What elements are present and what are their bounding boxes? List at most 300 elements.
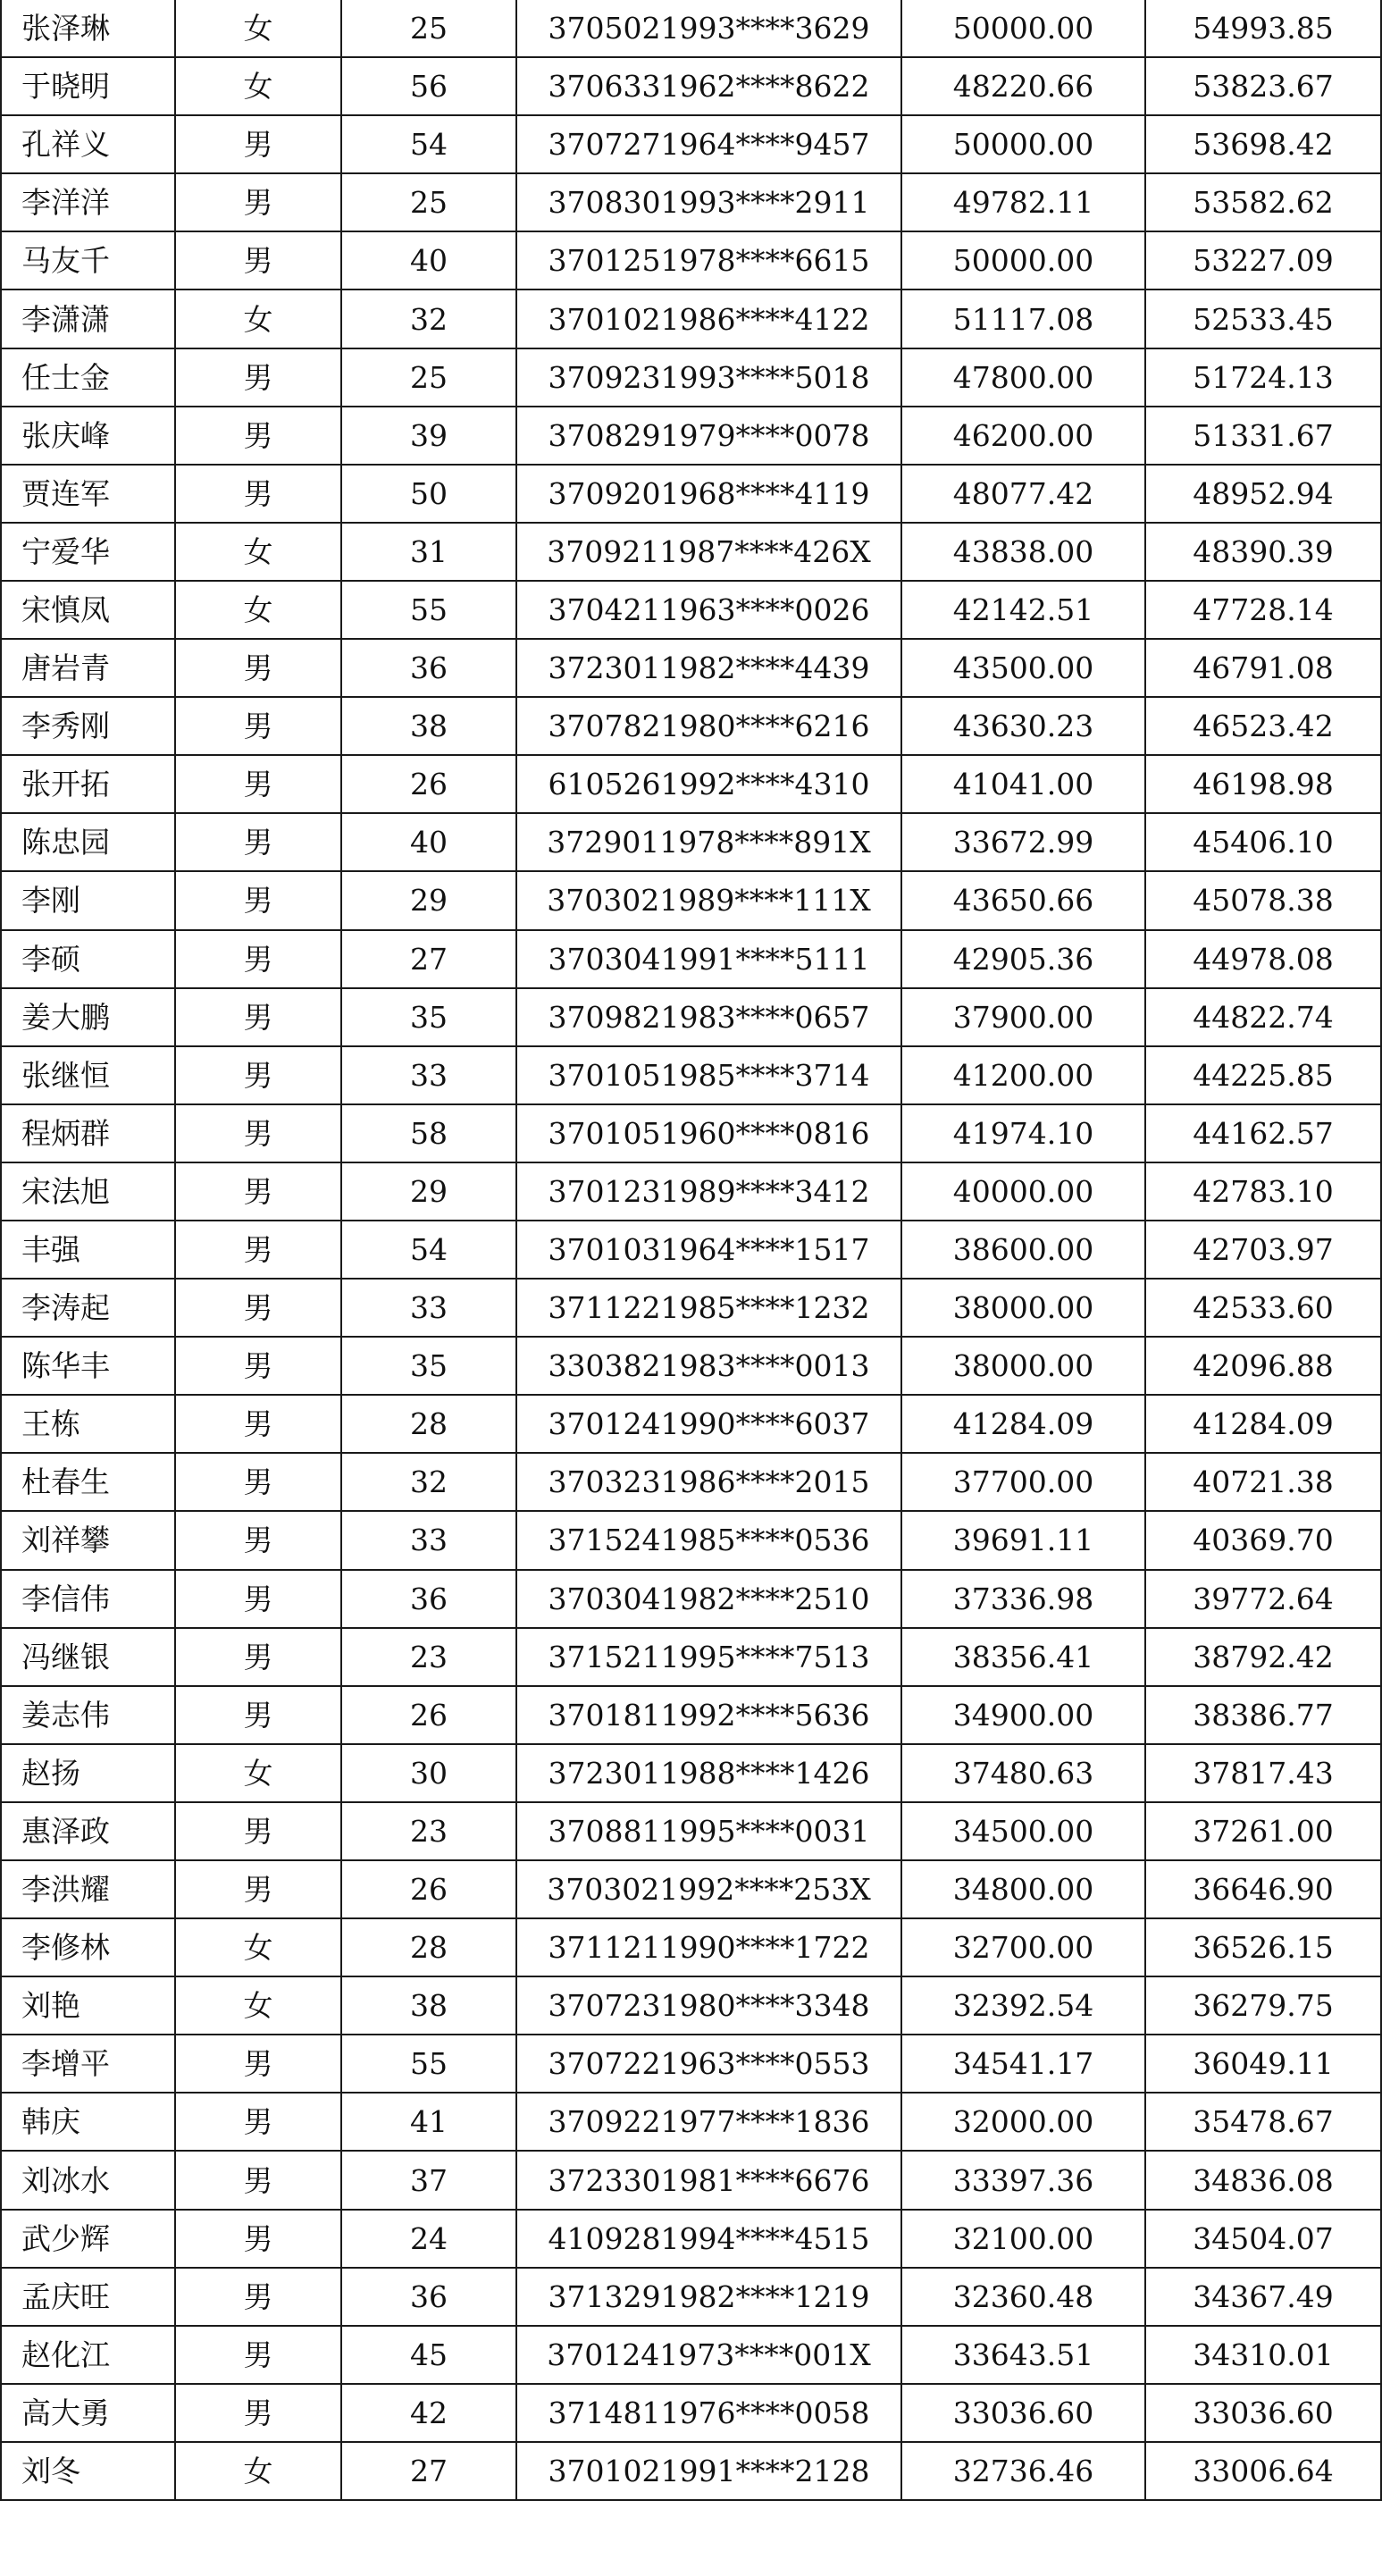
gender-cell: 男 [175, 813, 341, 871]
id-number-cell: 3709201968****4119 [516, 465, 901, 523]
amount-cell: 32700.00 [901, 1918, 1145, 1976]
amount-cell: 37900.00 [901, 988, 1145, 1046]
table-row [1, 871, 1381, 929]
name-cell: 唐岩青 [1, 639, 175, 697]
gender-cell: 女 [175, 1744, 341, 1802]
id-number-cell: 3701251978****6615 [516, 231, 901, 289]
gender-cell: 男 [175, 1860, 341, 1918]
gender-cell: 男 [175, 115, 341, 173]
name-cell: 姜志伟 [1, 1686, 175, 1744]
name-cell: 李刚 [1, 871, 175, 929]
id-number-cell: 3707231980****3348 [516, 1976, 901, 2035]
age-cell: 31 [341, 523, 516, 581]
amount-cell: 50000.00 [901, 231, 1145, 289]
gender-cell: 女 [175, 2442, 341, 2500]
total-cell: 51331.67 [1145, 407, 1381, 465]
id-number-cell: 3709221977****1836 [516, 2093, 901, 2151]
amount-cell: 38356.41 [901, 1628, 1145, 1686]
table-row [1, 2210, 1381, 2268]
age-cell: 26 [341, 755, 516, 813]
amount-cell: 40000.00 [901, 1162, 1145, 1221]
id-number-cell: 3708811995****0031 [516, 1802, 901, 1860]
name-cell: 宁爱华 [1, 523, 175, 581]
total-cell: 44822.74 [1145, 988, 1381, 1046]
total-cell: 46198.98 [1145, 755, 1381, 813]
id-number-cell: 3703041982****2510 [516, 1570, 901, 1628]
amount-cell: 38000.00 [901, 1279, 1145, 1337]
table-row [1, 0, 1381, 57]
table-row [1, 231, 1381, 289]
name-cell: 张泽琳 [1, 0, 175, 57]
age-cell: 33 [341, 1279, 516, 1337]
id-number-cell: 3711211990****1722 [516, 1918, 901, 1976]
amount-cell: 37336.98 [901, 1570, 1145, 1628]
table-body [1, 0, 1381, 2500]
gender-cell: 男 [175, 2035, 341, 2093]
age-cell: 38 [341, 1976, 516, 2035]
amount-cell: 43838.00 [901, 523, 1145, 581]
age-cell: 54 [341, 1221, 516, 1279]
gender-cell: 男 [175, 1453, 341, 1511]
amount-cell: 34500.00 [901, 1802, 1145, 1860]
id-number-cell: 3707821980****6216 [516, 697, 901, 755]
age-cell: 56 [341, 57, 516, 115]
gender-cell: 男 [175, 2326, 341, 2384]
gender-cell: 女 [175, 1918, 341, 1976]
total-cell: 52533.45 [1145, 289, 1381, 348]
gender-cell: 男 [175, 639, 341, 697]
table-row [1, 1802, 1381, 1860]
total-cell: 47728.14 [1145, 581, 1381, 639]
table-row [1, 115, 1381, 173]
age-cell: 55 [341, 2035, 516, 2093]
age-cell: 36 [341, 639, 516, 697]
name-cell: 姜大鹏 [1, 988, 175, 1046]
id-number-cell: 3701051985****3714 [516, 1046, 901, 1104]
gender-cell: 男 [175, 1570, 341, 1628]
name-cell: 韩庆 [1, 2093, 175, 2151]
name-cell: 李洋洋 [1, 173, 175, 231]
amount-cell: 46200.00 [901, 407, 1145, 465]
total-cell: 54993.85 [1145, 0, 1381, 57]
total-cell: 42703.97 [1145, 1221, 1381, 1279]
name-cell: 李增平 [1, 2035, 175, 2093]
age-cell: 35 [341, 988, 516, 1046]
amount-cell: 38000.00 [901, 1337, 1145, 1395]
total-cell: 33006.64 [1145, 2442, 1381, 2500]
amount-cell: 38600.00 [901, 1221, 1145, 1279]
age-cell: 24 [341, 2210, 516, 2268]
id-number-cell: 3714811976****0058 [516, 2384, 901, 2442]
name-cell: 李硕 [1, 930, 175, 988]
id-number-cell: 3706331962****8622 [516, 57, 901, 115]
table-row [1, 1162, 1381, 1221]
age-cell: 36 [341, 1570, 516, 1628]
gender-cell: 男 [175, 2210, 341, 2268]
id-number-cell: 3715241985****0536 [516, 1511, 901, 1569]
table-row [1, 407, 1381, 465]
total-cell: 36646.90 [1145, 1860, 1381, 1918]
amount-cell: 34900.00 [901, 1686, 1145, 1744]
amount-cell: 48077.42 [901, 465, 1145, 523]
id-number-cell: 3709211987****426X [516, 523, 901, 581]
id-number-cell: 3729011978****891X [516, 813, 901, 871]
total-cell: 46791.08 [1145, 639, 1381, 697]
amount-cell: 39691.11 [901, 1511, 1145, 1569]
id-number-cell: 3715211995****7513 [516, 1628, 901, 1686]
gender-cell: 男 [175, 697, 341, 755]
amount-cell: 34800.00 [901, 1860, 1145, 1918]
total-cell: 35478.67 [1145, 2093, 1381, 2151]
amount-cell: 41284.09 [901, 1395, 1145, 1453]
total-cell: 34310.01 [1145, 2326, 1381, 2384]
total-cell: 36279.75 [1145, 1976, 1381, 2035]
amount-cell: 50000.00 [901, 0, 1145, 57]
age-cell: 42 [341, 2384, 516, 2442]
table-row [1, 2035, 1381, 2093]
table-row [1, 1511, 1381, 1569]
name-cell: 刘冰水 [1, 2151, 175, 2209]
amount-cell: 32360.48 [901, 2268, 1145, 2326]
total-cell: 41284.09 [1145, 1395, 1381, 1453]
name-cell: 宋慎凤 [1, 581, 175, 639]
total-cell: 45406.10 [1145, 813, 1381, 871]
total-cell: 53582.62 [1145, 173, 1381, 231]
name-cell: 于晓明 [1, 57, 175, 115]
gender-cell: 男 [175, 231, 341, 289]
table-row [1, 1918, 1381, 1976]
table-row [1, 1046, 1381, 1104]
table-row [1, 1744, 1381, 1802]
total-cell: 42783.10 [1145, 1162, 1381, 1221]
age-cell: 32 [341, 1453, 516, 1511]
amount-cell: 37480.63 [901, 1744, 1145, 1802]
table-row [1, 1221, 1381, 1279]
amount-cell: 33397.36 [901, 2151, 1145, 2209]
gender-cell: 男 [175, 2093, 341, 2151]
name-cell: 冯继银 [1, 1628, 175, 1686]
gender-cell: 女 [175, 581, 341, 639]
id-number-cell: 3723011982****4439 [516, 639, 901, 697]
gender-cell: 男 [175, 1686, 341, 1744]
total-cell: 36526.15 [1145, 1918, 1381, 1976]
age-cell: 45 [341, 2326, 516, 2384]
gender-cell: 男 [175, 465, 341, 523]
id-number-cell: 3701021986****4122 [516, 289, 901, 348]
age-cell: 26 [341, 1686, 516, 1744]
amount-cell: 50000.00 [901, 115, 1145, 173]
amount-cell: 47800.00 [901, 348, 1145, 407]
age-cell: 41 [341, 2093, 516, 2151]
gender-cell: 男 [175, 755, 341, 813]
gender-cell: 男 [175, 348, 341, 407]
amount-cell: 32736.46 [901, 2442, 1145, 2500]
name-cell: 任士金 [1, 348, 175, 407]
table-row [1, 755, 1381, 813]
total-cell: 36049.11 [1145, 2035, 1381, 2093]
name-cell: 赵化江 [1, 2326, 175, 2384]
id-number-cell: 3701231989****3412 [516, 1162, 901, 1221]
age-cell: 33 [341, 1511, 516, 1569]
gender-cell: 男 [175, 2268, 341, 2326]
amount-cell: 43630.23 [901, 697, 1145, 755]
amount-cell: 43500.00 [901, 639, 1145, 697]
table-row [1, 1976, 1381, 2035]
amount-cell: 32000.00 [901, 2093, 1145, 2151]
total-cell: 39772.64 [1145, 1570, 1381, 1628]
id-number-cell: 3707221963****0553 [516, 2035, 901, 2093]
total-cell: 37261.00 [1145, 1802, 1381, 1860]
id-number-cell: 4109281994****4515 [516, 2210, 901, 2268]
age-cell: 28 [341, 1395, 516, 1453]
total-cell: 34504.07 [1145, 2210, 1381, 2268]
amount-cell: 33643.51 [901, 2326, 1145, 2384]
age-cell: 37 [341, 2151, 516, 2209]
table-row [1, 988, 1381, 1046]
name-cell: 宋法旭 [1, 1162, 175, 1221]
total-cell: 48952.94 [1145, 465, 1381, 523]
total-cell: 40369.70 [1145, 1511, 1381, 1569]
amount-cell: 34541.17 [901, 2035, 1145, 2093]
id-number-cell: 3713291982****1219 [516, 2268, 901, 2326]
gender-cell: 男 [175, 1104, 341, 1162]
name-cell: 刘祥攀 [1, 1511, 175, 1569]
amount-cell: 32100.00 [901, 2210, 1145, 2268]
amount-cell: 41041.00 [901, 755, 1145, 813]
total-cell: 34836.08 [1145, 2151, 1381, 2209]
amount-cell: 41200.00 [901, 1046, 1145, 1104]
gender-cell: 女 [175, 289, 341, 348]
gender-cell: 男 [175, 1628, 341, 1686]
table-row [1, 813, 1381, 871]
table-row [1, 581, 1381, 639]
total-cell: 48390.39 [1145, 523, 1381, 581]
table-row [1, 930, 1381, 988]
age-cell: 55 [341, 581, 516, 639]
name-cell: 武少辉 [1, 2210, 175, 2268]
table-row [1, 2151, 1381, 2209]
age-cell: 28 [341, 1918, 516, 1976]
gender-cell: 男 [175, 407, 341, 465]
id-number-cell: 3703021989****111X [516, 871, 901, 929]
age-cell: 58 [341, 1104, 516, 1162]
total-cell: 44162.57 [1145, 1104, 1381, 1162]
name-cell: 赵扬 [1, 1744, 175, 1802]
gender-cell: 女 [175, 57, 341, 115]
age-cell: 27 [341, 930, 516, 988]
name-cell: 陈忠园 [1, 813, 175, 871]
table-row [1, 465, 1381, 523]
table-row [1, 1860, 1381, 1918]
age-cell: 23 [341, 1802, 516, 1860]
total-cell: 37817.43 [1145, 1744, 1381, 1802]
total-cell: 34367.49 [1145, 2268, 1381, 2326]
gender-cell: 女 [175, 0, 341, 57]
gender-cell: 男 [175, 1395, 341, 1453]
table-row [1, 1453, 1381, 1511]
amount-cell: 33036.60 [901, 2384, 1145, 2442]
name-cell: 李涛起 [1, 1279, 175, 1337]
name-cell: 惠泽政 [1, 1802, 175, 1860]
name-cell: 刘冬 [1, 2442, 175, 2500]
amount-cell: 42142.51 [901, 581, 1145, 639]
age-cell: 40 [341, 813, 516, 871]
age-cell: 40 [341, 231, 516, 289]
amount-cell: 32392.54 [901, 1976, 1145, 2035]
gender-cell: 女 [175, 523, 341, 581]
table-row [1, 1686, 1381, 1744]
table-row [1, 1395, 1381, 1453]
name-cell: 杜春生 [1, 1453, 175, 1511]
age-cell: 26 [341, 1860, 516, 1918]
table-row [1, 1570, 1381, 1628]
name-cell: 李信伟 [1, 1570, 175, 1628]
table-row [1, 348, 1381, 407]
gender-cell: 男 [175, 1162, 341, 1221]
gender-cell: 男 [175, 871, 341, 929]
name-cell: 刘艳 [1, 1976, 175, 2035]
id-number-cell: 3708291979****0078 [516, 407, 901, 465]
age-cell: 38 [341, 697, 516, 755]
id-number-cell: 3701021991****2128 [516, 2442, 901, 2500]
id-number-cell: 3707271964****9457 [516, 115, 901, 173]
name-cell: 丰强 [1, 1221, 175, 1279]
age-cell: 29 [341, 871, 516, 929]
total-cell: 53698.42 [1145, 115, 1381, 173]
age-cell: 35 [341, 1337, 516, 1395]
total-cell: 53227.09 [1145, 231, 1381, 289]
age-cell: 50 [341, 465, 516, 523]
total-cell: 46523.42 [1145, 697, 1381, 755]
id-number-cell: 3711221985****1232 [516, 1279, 901, 1337]
table-row [1, 523, 1381, 581]
amount-cell: 43650.66 [901, 871, 1145, 929]
amount-cell: 42905.36 [901, 930, 1145, 988]
gender-cell: 男 [175, 1511, 341, 1569]
total-cell: 40721.38 [1145, 1453, 1381, 1511]
id-number-cell: 3703021992****253X [516, 1860, 901, 1918]
id-number-cell: 3709231993****5018 [516, 348, 901, 407]
gender-cell: 男 [175, 1221, 341, 1279]
name-cell: 张继恒 [1, 1046, 175, 1104]
id-number-cell: 3703041991****5111 [516, 930, 901, 988]
name-cell: 李潇潇 [1, 289, 175, 348]
id-number-cell: 3704211963****0026 [516, 581, 901, 639]
total-cell: 42096.88 [1145, 1337, 1381, 1395]
table-row [1, 2442, 1381, 2500]
total-cell: 44225.85 [1145, 1046, 1381, 1104]
name-cell: 王栋 [1, 1395, 175, 1453]
age-cell: 25 [341, 173, 516, 231]
age-cell: 39 [341, 407, 516, 465]
table-row [1, 639, 1381, 697]
id-number-cell: 3701241973****001X [516, 2326, 901, 2384]
name-cell: 张庆峰 [1, 407, 175, 465]
table-row [1, 1337, 1381, 1395]
gender-cell: 男 [175, 2384, 341, 2442]
name-cell: 张开拓 [1, 755, 175, 813]
id-number-cell: 3708301993****2911 [516, 173, 901, 231]
name-cell: 陈华丰 [1, 1337, 175, 1395]
name-cell: 高大勇 [1, 2384, 175, 2442]
id-number-cell: 3303821983****0013 [516, 1337, 901, 1395]
amount-cell: 51117.08 [901, 289, 1145, 348]
total-cell: 38386.77 [1145, 1686, 1381, 1744]
total-cell: 45078.38 [1145, 871, 1381, 929]
age-cell: 33 [341, 1046, 516, 1104]
age-cell: 29 [341, 1162, 516, 1221]
age-cell: 23 [341, 1628, 516, 1686]
total-cell: 33036.60 [1145, 2384, 1381, 2442]
age-cell: 30 [341, 1744, 516, 1802]
table-row [1, 2093, 1381, 2151]
gender-cell: 男 [175, 173, 341, 231]
gender-cell: 男 [175, 930, 341, 988]
name-cell: 李修林 [1, 1918, 175, 1976]
id-number-cell: 3705021993****3629 [516, 0, 901, 57]
age-cell: 25 [341, 348, 516, 407]
table-row [1, 1104, 1381, 1162]
amount-cell: 49782.11 [901, 173, 1145, 231]
table-row [1, 57, 1381, 115]
gender-cell: 男 [175, 1046, 341, 1104]
gender-cell: 男 [175, 1279, 341, 1337]
age-cell: 36 [341, 2268, 516, 2326]
table-row [1, 697, 1381, 755]
gender-cell: 女 [175, 1976, 341, 2035]
table-row [1, 1628, 1381, 1686]
name-cell: 程炳群 [1, 1104, 175, 1162]
total-cell: 51724.13 [1145, 348, 1381, 407]
id-number-cell: 3723301981****6676 [516, 2151, 901, 2209]
table-row [1, 2326, 1381, 2384]
id-number-cell: 3703231986****2015 [516, 1453, 901, 1511]
id-number-cell: 6105261992****4310 [516, 755, 901, 813]
amount-cell: 33672.99 [901, 813, 1145, 871]
total-cell: 38792.42 [1145, 1628, 1381, 1686]
gender-cell: 男 [175, 1337, 341, 1395]
table-row [1, 2268, 1381, 2326]
gender-cell: 男 [175, 1802, 341, 1860]
table-row [1, 1279, 1381, 1337]
total-cell: 42533.60 [1145, 1279, 1381, 1337]
total-cell: 44978.08 [1145, 930, 1381, 988]
amount-cell: 41974.10 [901, 1104, 1145, 1162]
name-cell: 马友千 [1, 231, 175, 289]
name-cell: 孟庆旺 [1, 2268, 175, 2326]
gender-cell: 男 [175, 988, 341, 1046]
id-number-cell: 3723011988****1426 [516, 1744, 901, 1802]
age-cell: 25 [341, 0, 516, 57]
table-row [1, 173, 1381, 231]
table-row [1, 2384, 1381, 2442]
name-cell: 李洪耀 [1, 1860, 175, 1918]
name-cell: 贾连军 [1, 465, 175, 523]
age-cell: 27 [341, 2442, 516, 2500]
id-number-cell: 3701241990****6037 [516, 1395, 901, 1453]
name-cell: 孔祥义 [1, 115, 175, 173]
id-number-cell: 3701031964****1517 [516, 1221, 901, 1279]
age-cell: 32 [341, 289, 516, 348]
total-cell: 53823.67 [1145, 57, 1381, 115]
amount-cell: 48220.66 [901, 57, 1145, 115]
id-number-cell: 3709821983****0657 [516, 988, 901, 1046]
gender-cell: 男 [175, 2151, 341, 2209]
amount-cell: 37700.00 [901, 1453, 1145, 1511]
id-number-cell: 3701051960****0816 [516, 1104, 901, 1162]
age-cell: 54 [341, 115, 516, 173]
id-number-cell: 3701811992****5636 [516, 1686, 901, 1744]
